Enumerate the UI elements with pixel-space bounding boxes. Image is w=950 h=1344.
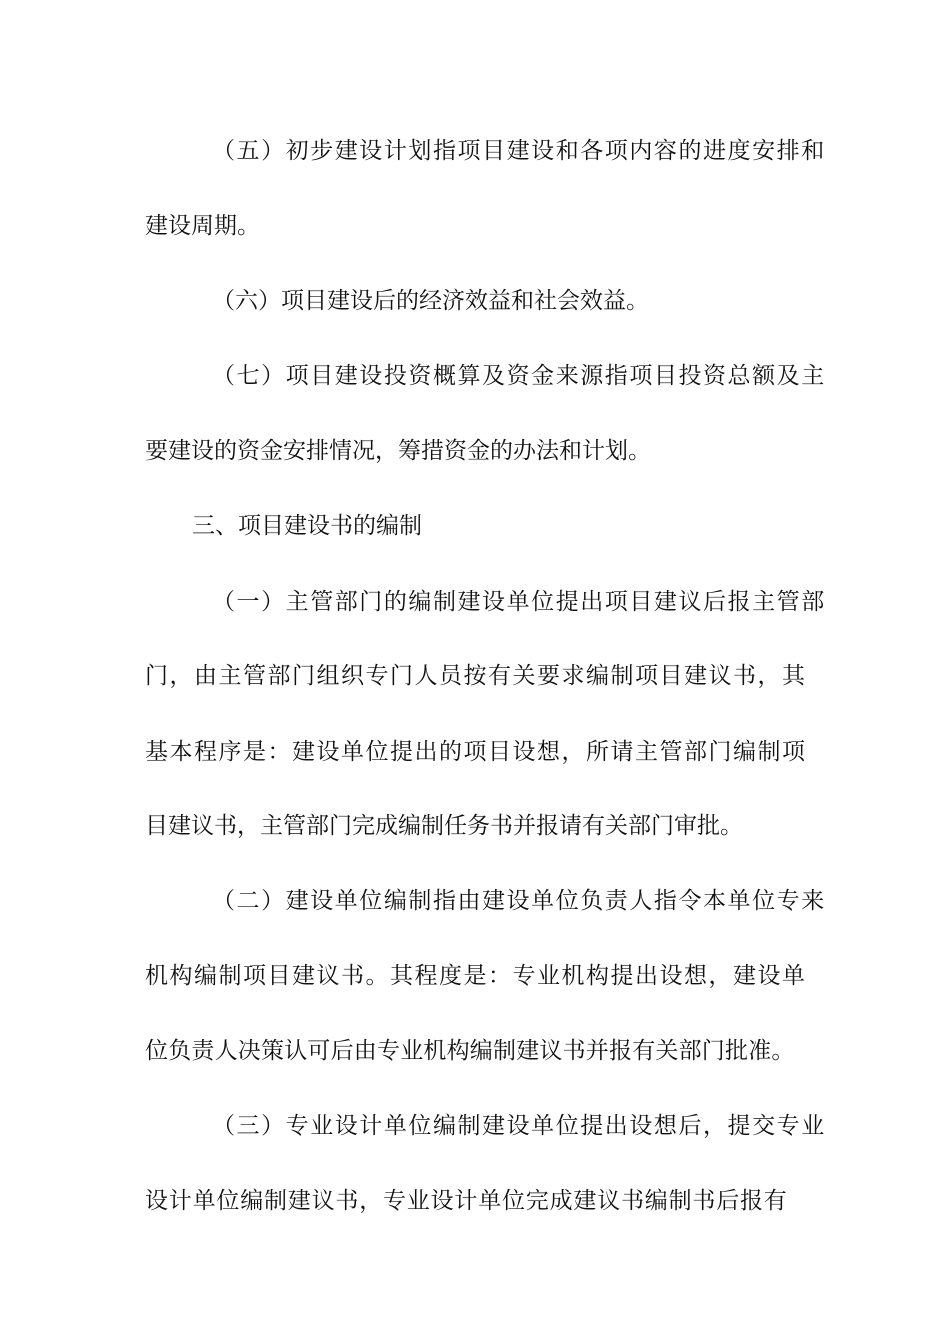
text-line: （一）主管部门的编制建设单位提出项目建议后报主管部 xyxy=(212,589,826,615)
text-line: 目建议书，主管部门完成编制任务书并报请有关部门审批。 xyxy=(145,813,743,839)
text-line: 机构编制项目建议书。其程度是：专业机构提出设想，建设单 xyxy=(145,963,807,989)
text-line: 设计单位编制建议书，专业设计单位完成建议书编制书后报有 xyxy=(145,1188,788,1214)
text-line: （六）项目建设后的经济效益和社会效益。 xyxy=(212,288,649,314)
text-line: 基本程序是：建设单位提出的项目设想，所请主管部门编制项 xyxy=(145,739,807,765)
text-line: （二）建设单位编制指由建设单位负责人指令本单位专来 xyxy=(212,888,826,914)
text-line: 门，由主管部门组织专门人员按有关要求编制项目建议书，其 xyxy=(145,663,807,689)
text-line: （五）初步建设计划指项目建设和各项内容的进度安排和 xyxy=(212,138,826,164)
text-line: （三）专业设计单位编制建设单位提出设想后，提交专业 xyxy=(212,1113,826,1139)
text-line: 要建设的资金安排情况，筹措资金的办法和计划。 xyxy=(145,438,651,464)
section-heading: 三、项目建设书的编制 xyxy=(192,513,422,539)
text-line: 建设周期。 xyxy=(145,213,260,239)
text-line: （七）项目建设投资概算及资金来源指项目投资总额及主 xyxy=(212,363,826,389)
text-line: 位负责人决策认可后由专业机构编制建议书并报有关部门批准。 xyxy=(145,1038,795,1064)
